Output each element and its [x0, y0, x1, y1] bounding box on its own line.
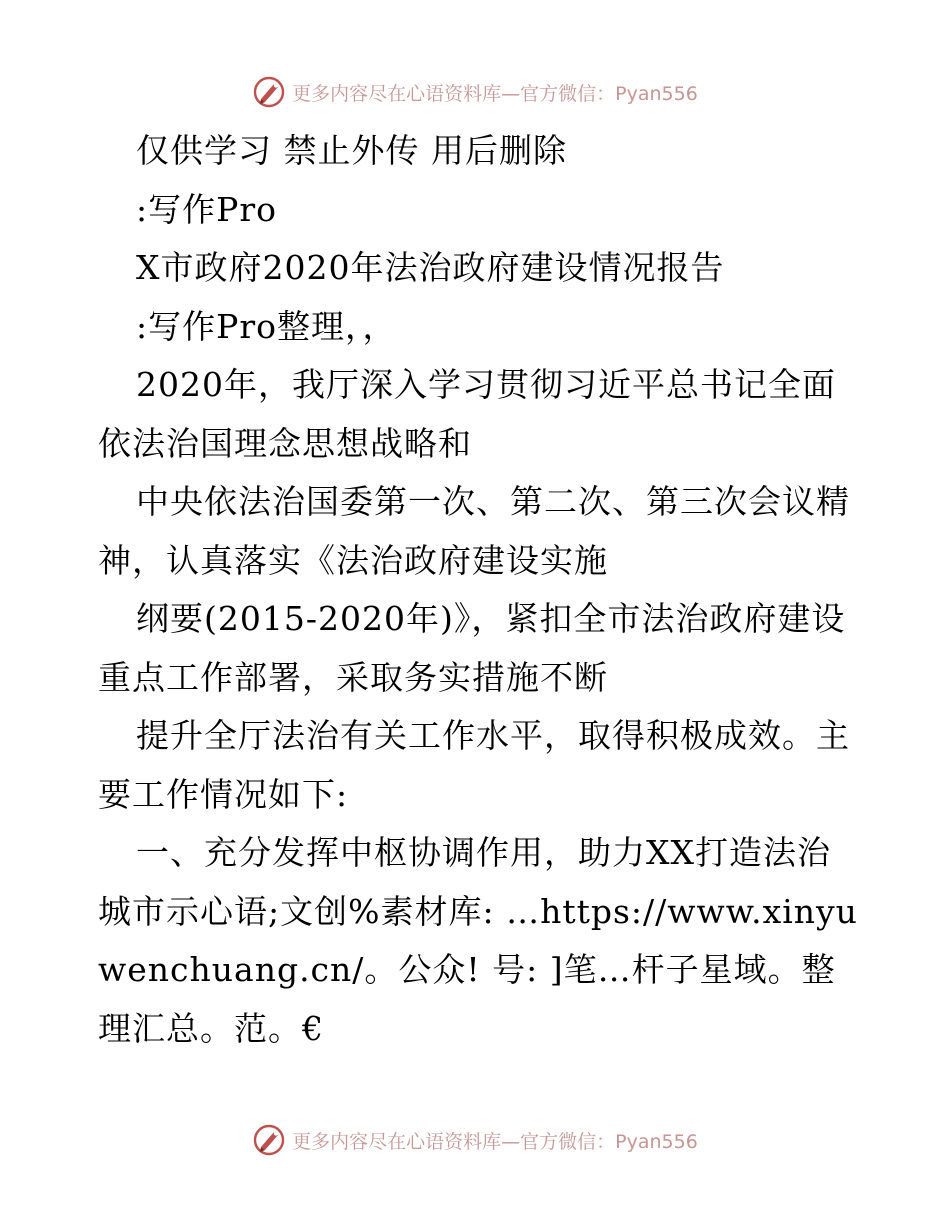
document-title: X市政府2020年法治政府建设情况报告	[136, 248, 725, 287]
header-watermark	[0, 72, 950, 112]
paragraph-central-committee: 中央依法治国委第一次、第二次、第三次会议精神，认真落实《法治政府建设实施	[98, 482, 850, 580]
document-body	[98, 122, 858, 1058]
pen-circle-icon	[252, 1123, 286, 1157]
paragraph-intro: 2020年，我厅深入学习贯彻习近平总书记全面依法治国理念思想战略和	[98, 365, 836, 463]
pen-circle-icon	[252, 75, 286, 109]
paragraph-outline: 纲要(2015-2020年)》，紧扣全市法治政府建设重点工作部署，采取务实措施不断	[98, 599, 846, 697]
paragraph-source: :写作Pro	[136, 189, 277, 229]
paragraph-compiled-by: :写作Pro整理，，	[136, 306, 397, 346]
paragraph-notice: 仅供学习 禁止外传 用后删除	[136, 131, 567, 170]
watermark-text: 更多内容尽在心语资料库—官方微信：Pyan556	[292, 1130, 698, 1153]
watermark-text: 更多内容尽在心语资料库—官方微信：Pyan556	[292, 82, 698, 105]
footer-watermark	[0, 1120, 950, 1160]
paragraph-results: 提升全厅法治有关工作水平，取得积极成效。主要工作情况如下:	[98, 716, 850, 814]
paragraph-section-one: 一、充分发挥中枢协调作用，助力XX打造法治城市示心语;文创%素材库: …https://www.xinyuwenchuang.cn/。公众! 号: ]笔…杆子星域。整理汇总。范。€	[98, 833, 858, 1048]
